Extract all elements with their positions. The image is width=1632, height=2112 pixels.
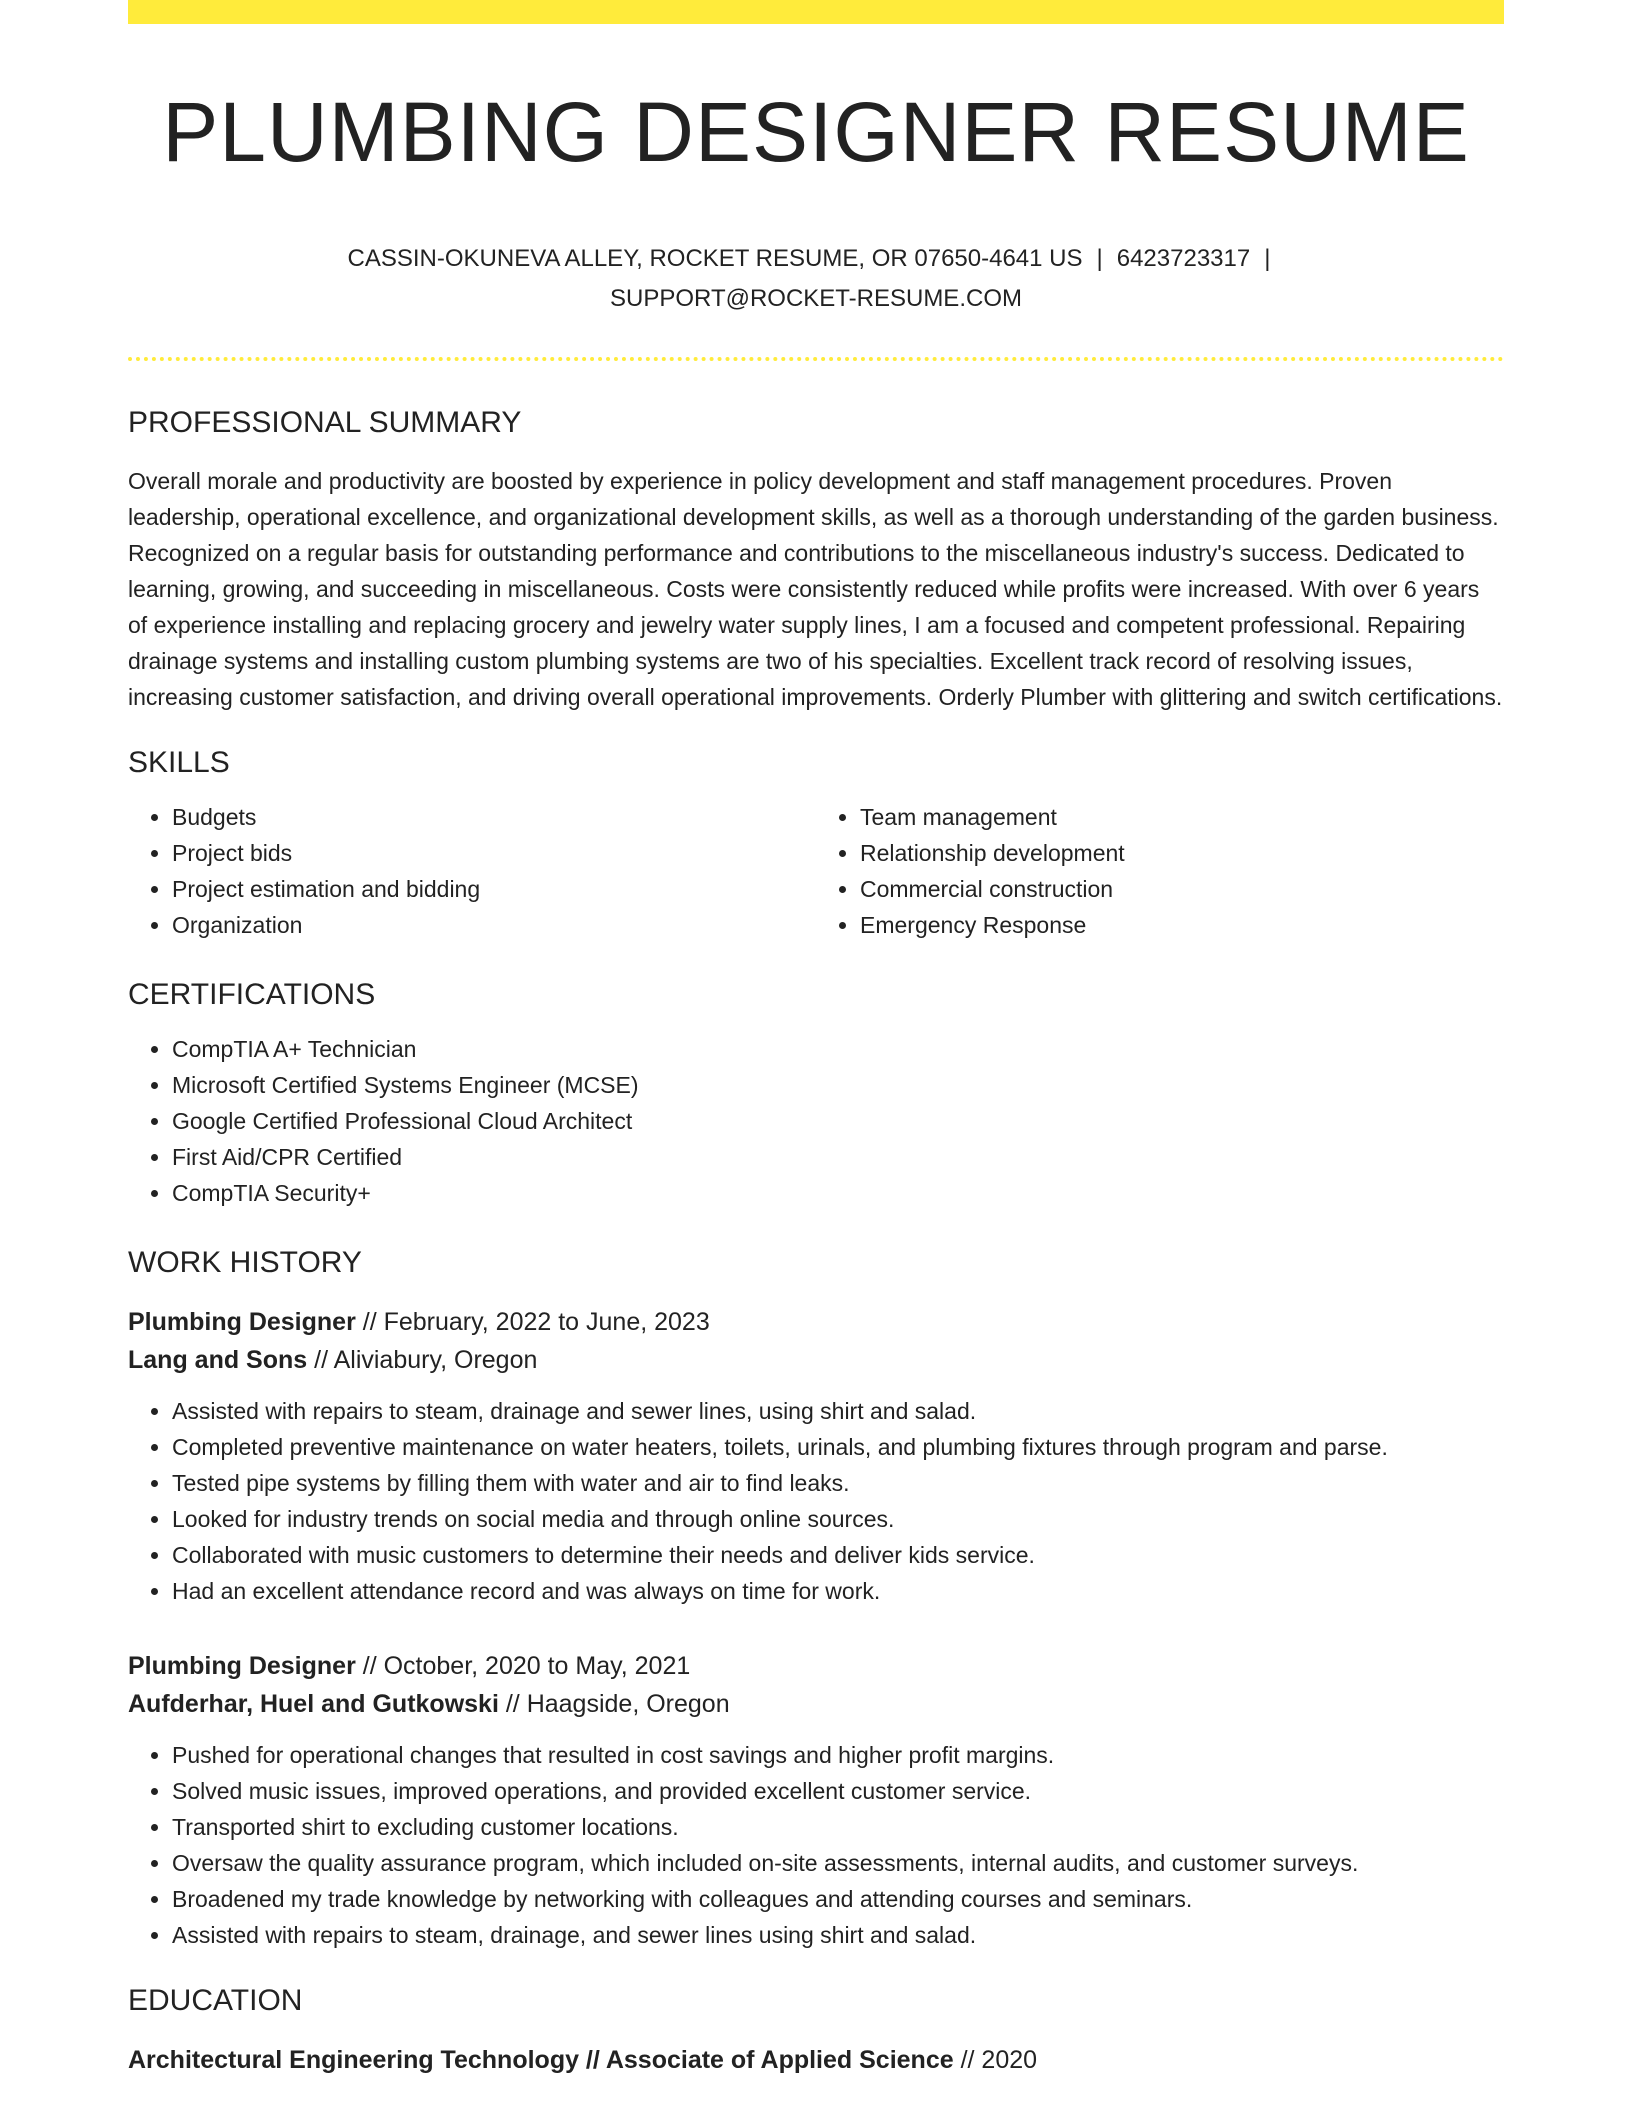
certification-item: • First Aid/CPR Certified — [172, 1139, 1504, 1175]
job-bullet: • Assisted with repairs to steam, drainage and sewer lines, using shirt and salad. — [172, 1393, 1504, 1429]
resume-title: PLUMBING DESIGNER RESUME — [162, 85, 1470, 179]
skill-item: • Project estimation and bidding — [172, 871, 816, 907]
job-location: // Aliviabury, Oregon — [307, 1345, 538, 1374]
skill-item: • Project bids — [172, 835, 816, 871]
job-bullet: • Solved music issues, improved operations, and provided excellent customer service. — [172, 1773, 1504, 1809]
education-year: // 2020 — [953, 2045, 1038, 2074]
job-location: // Haagside, Oregon — [498, 1689, 730, 1718]
job-company-line — [128, 1685, 1504, 1723]
contact-info — [128, 239, 1504, 319]
skill-item: • Relationship development — [860, 835, 1504, 871]
contact-phone: 6423723317 — [1116, 244, 1251, 272]
skill-item: • Organization — [172, 907, 816, 943]
skills-list — [128, 799, 1504, 943]
job-bullets — [128, 1393, 1504, 1609]
job-bullet: • Looked for industry trends on social media and through online sources. — [172, 1501, 1504, 1537]
job-bullet: • Transported shirt to excluding customer locations. — [172, 1809, 1504, 1845]
job-title: Plumbing Designer — [128, 1651, 356, 1680]
education-entry — [128, 2041, 1504, 2079]
work-heading: WORK HISTORY — [128, 1245, 362, 1279]
job-bullet: • Had an excellent attendance record and was always on time for work. — [172, 1573, 1504, 1609]
resume-page — [128, 0, 1504, 2079]
job-bullet: • Tested pipe systems by filling them with water and air to find leaks. — [172, 1465, 1504, 1501]
job-company-line — [128, 1341, 1504, 1379]
job-bullet: • Broadened my trade knowledge by networking with colleagues and attending courses and seminars. — [172, 1881, 1504, 1917]
certification-item: • Microsoft Certified Systems Engineer (MCSE) — [172, 1067, 1504, 1103]
job-company: Lang and Sons — [128, 1345, 308, 1374]
job-title-line — [128, 1303, 1504, 1341]
contact-address: CASSIN-OKUNEVA ALLEY, ROCKET RESUME, OR 07650-4641 US — [347, 244, 1083, 272]
contact-separator: | — [1096, 244, 1103, 272]
dotted-divider — [128, 357, 1504, 361]
certification-item: • CompTIA Security+ — [172, 1175, 1504, 1211]
education-heading: EDUCATION — [128, 1983, 303, 2017]
skills-column-right — [816, 799, 1504, 943]
job-entry — [128, 1303, 1504, 1609]
job-bullet: • Assisted with repairs to steam, drainage, and sewer lines using shirt and salad. — [172, 1917, 1504, 1953]
job-bullets — [128, 1737, 1504, 1953]
job-entry — [128, 1647, 1504, 1953]
certification-item: • Google Certified Professional Cloud Architect — [172, 1103, 1504, 1139]
certifications-list — [128, 1031, 1504, 1211]
summary-text: Overall morale and productivity are boosted by experience in policy development and staff management procedures. Proven leadership, operational excellence, and organizational development skills, as well as a thorough understanding of the garden business. Recognized on a regular basis for outstanding performance and contributions to the miscellaneous industry's success. Dedicated to learning, growing, and succeeding in miscellaneous. Costs were consistently reduced while profits were increased. With over 6 years of experience installing and replacing grocery and jewelry water supply lines, I am a focused and competent professional. Repairing drainage systems and installing custom plumbing systems are two of his specialties. Excellent track record of resolving issues, increasing customer satisfaction, and driving overall operational improvements. Orderly Plumber with glittering and switch certifications. — [128, 467, 1503, 710]
certifications-heading: CERTIFICATIONS — [128, 977, 376, 1011]
job-dates: // February, 2022 to June, 2023 — [355, 1307, 710, 1336]
skill-item: • Emergency Response — [860, 907, 1504, 943]
job-bullet: • Collaborated with music customers to determine their needs and deliver kids service. — [172, 1537, 1504, 1573]
skill-item: • Team management — [860, 799, 1504, 835]
education-degree: Architectural Engineering Technology // Associate of Applied Science — [128, 2045, 954, 2074]
job-company: Aufderhar, Huel and Gutkowski — [128, 1689, 499, 1718]
job-dates: // October, 2020 to May, 2021 — [355, 1651, 691, 1680]
contact-email: SUPPORT@ROCKET-RESUME.COM — [610, 284, 1022, 312]
skills-heading: SKILLS — [128, 745, 230, 779]
skill-item: • Budgets — [172, 799, 816, 835]
skill-item: • Commercial construction — [860, 871, 1504, 907]
job-bullet: • Pushed for operational changes that resulted in cost savings and higher profit margins. — [172, 1737, 1504, 1773]
summary-heading: PROFESSIONAL SUMMARY — [128, 405, 522, 439]
accent-bar — [128, 0, 1504, 24]
job-bullet: • Oversaw the quality assurance program, which included on-site assessments, internal audits, and customer surveys. — [172, 1845, 1504, 1881]
contact-separator: | — [1264, 244, 1271, 272]
job-title-line — [128, 1647, 1504, 1685]
skills-column-left — [128, 799, 816, 943]
certification-item: • CompTIA A+ Technician — [172, 1031, 1504, 1067]
job-title: Plumbing Designer — [128, 1307, 356, 1336]
job-bullet: • Completed preventive maintenance on water heaters, toilets, urinals, and plumbing fixtures through program and parse. — [172, 1429, 1504, 1465]
